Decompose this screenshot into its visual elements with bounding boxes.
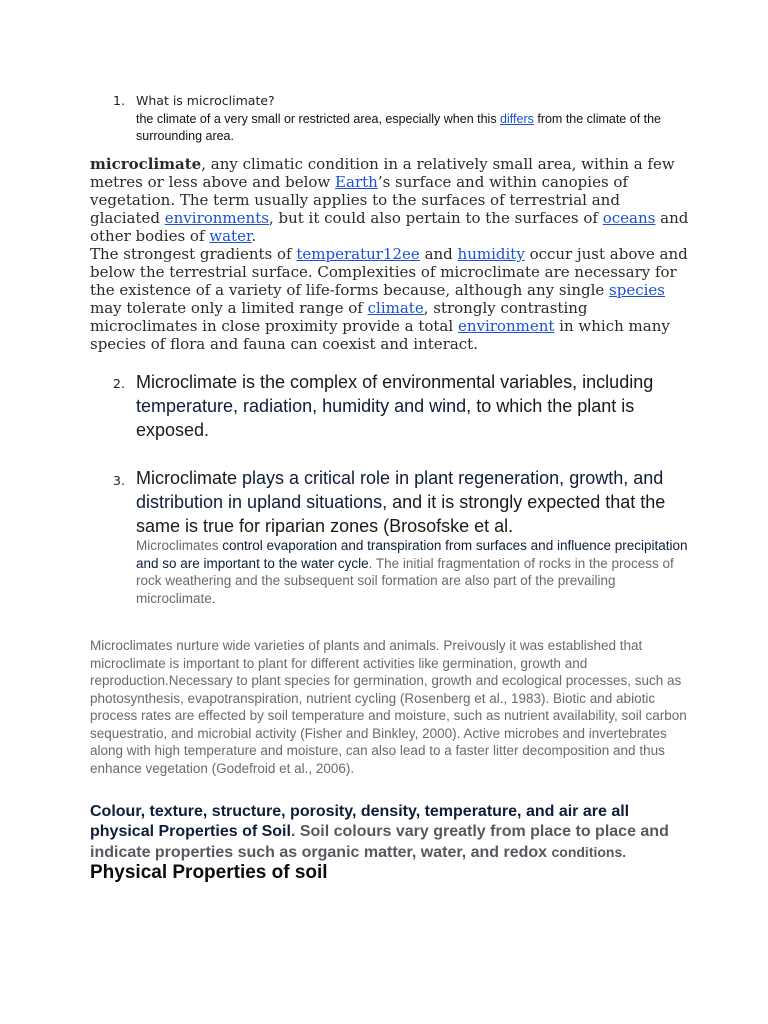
water-link[interactable]: water xyxy=(209,227,252,245)
item-text: Microclimate is the complex of environmental variables, including xyxy=(136,372,654,392)
paragraph-text-highlight: control evaporation and transpiration from surfaces and influence precipitation and so are important to the water cycle xyxy=(136,538,688,571)
definition-text-part: from the climate of the surrounding area. xyxy=(136,112,662,143)
paragraph-text: and xyxy=(419,245,458,263)
paragraph-text: . The initial fragmentation of rocks in the process of rock weathering and the subsequent soil formation are also part of the prevailing microclimate. xyxy=(136,555,674,606)
environment-link[interactable]: environment xyxy=(457,317,555,335)
temperature-link[interactable]: temperatur12ee xyxy=(296,245,420,263)
list-number-1: 1. xyxy=(113,93,125,108)
item-text: Microclimate xyxy=(136,468,243,488)
microclimate-definition-paragraph xyxy=(90,155,690,245)
term-microclimate: microclimate xyxy=(90,155,202,173)
paragraph-text: , strongly contrasting microclimates in close proximity provide a total xyxy=(90,299,588,335)
paragraph-text: occur just above and below the terrestrial surface. Complexities of microclimate are necessary for the existence of a variety of life-forms because, although any single xyxy=(90,245,688,299)
paragraph-text: , but it could also pertain to the surfaces of xyxy=(268,209,603,227)
paragraph-text: may tolerate only a limited range of xyxy=(90,299,368,317)
list-item-3 xyxy=(136,466,696,538)
paragraph-text: ’s surface and within canopies of vegetation. The term usually applies to the surfaces of terrestrial and glaciated xyxy=(90,173,629,227)
paragraph-text-gray: . Soil colours vary greatly from place to place and indicate properties such as organic matter, water, and redox xyxy=(90,823,669,861)
humidity-link[interactable]: humidity xyxy=(457,245,525,263)
gradients-paragraph xyxy=(90,245,690,353)
microclimates-nurture-paragraph: Microclimates nurture wide varieties of plants and animals. Preivously it was established that microclimate is important to plant for different activities like germination, growth and reproduction.Necessary to plant species for germination, growth and ecological processes, such as photosynthesis, evapotranspiration, nutrient cycling (Rosenberg et al., 1983). Biotic and abiotic process rates are effected by soil temperature and moisture, such as nutrient availability, soil carbon sequestratio, and microbial activity (Fisher and Binkley, 2000). Active microbes and invertebrates along with high temperature and moisture, can also lead to a faster litter decomposition and thus enhance vegetation (Godefroid et al., 2006). xyxy=(90,638,687,776)
list-item-2 xyxy=(136,370,696,442)
climate-link[interactable]: climate xyxy=(367,299,424,317)
paragraph-text: in which many species of flora and fauna can coexist and interact. xyxy=(90,317,670,353)
item-text-highlight: temperature, radiation, humidity and wind xyxy=(136,396,467,416)
list-number-3: 3. xyxy=(113,473,125,488)
paragraph-text: , any climatic condition in a relatively small area, within a few metres or less above and below xyxy=(90,155,675,191)
paragraph-text-gray: conditions. xyxy=(551,844,627,860)
paragraph-text: Colour, texture, structure, porosity, density, temperature, and air are all physical Properties of Soil xyxy=(90,803,630,840)
environments-link[interactable]: environments xyxy=(164,209,269,227)
differs-link[interactable]: differs xyxy=(500,112,534,126)
paragraph-text: . xyxy=(251,227,257,245)
paragraph-text: and other bodies of xyxy=(90,209,689,245)
earth-link[interactable]: Earth xyxy=(335,173,378,191)
soil-properties-paragraph xyxy=(90,802,690,884)
paragraph-text: The strongest gradients of xyxy=(90,245,297,263)
item-text: , and it is strongly expected that the same is true for riparian zones (Brosofske et al. xyxy=(136,492,666,536)
microclimates-control-paragraph xyxy=(136,537,696,607)
definition-text xyxy=(136,111,696,145)
list-number-2: 2. xyxy=(113,376,125,391)
item-text: , to which the plant is exposed. xyxy=(136,396,635,440)
soil-heading-text: Physical Properties of soil xyxy=(90,862,328,883)
oceans-link[interactable]: oceans xyxy=(602,209,656,227)
item-text-highlight: plays a critical role in plant regeneration, growth, and distribution in upland situations xyxy=(136,468,664,512)
definition-text-part: the climate of a very small or restricted area, especially when this xyxy=(136,112,501,126)
question-heading: What is microclimate? xyxy=(136,93,275,108)
species-link[interactable]: species xyxy=(609,281,665,299)
paragraph-text: Microclimates xyxy=(136,538,223,553)
